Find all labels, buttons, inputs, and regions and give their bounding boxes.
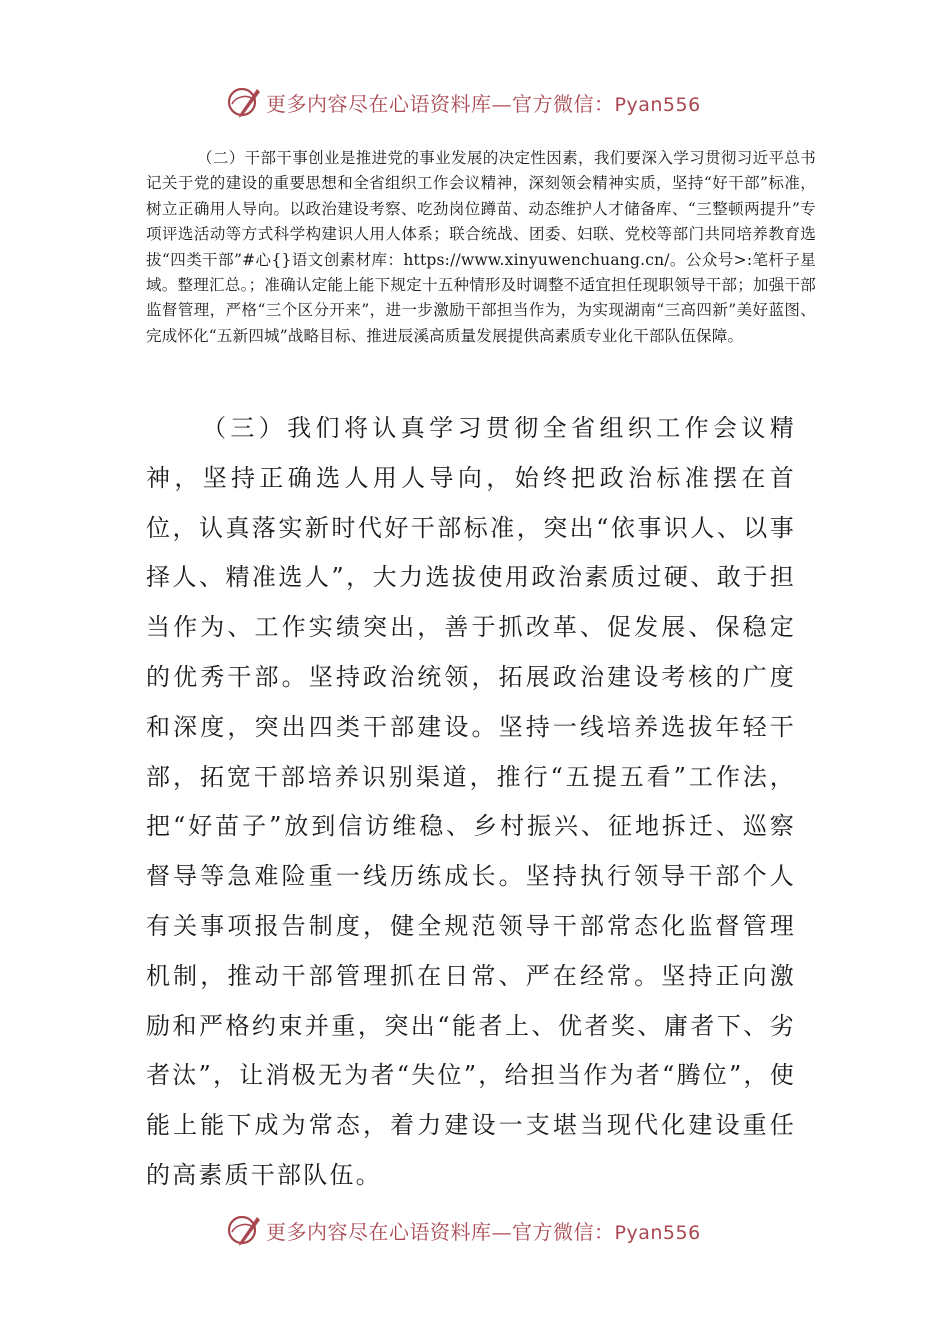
pen-logo-icon	[226, 1212, 262, 1248]
header-wechat-id: Pyan556	[614, 93, 701, 116]
section-three-paragraph: （三）我们将认真学习贯彻全省组织工作会议精神，坚持正确选人用人导向，始终把政治标准摆在首位，认真落实新时代好干部标准，突出“依事识人、以事择人、精准选人”，大力选拔使用政治素质过硬、敢于担当作为、工作实绩突出，善于抓改革、促发展、保稳定的优秀干部。坚持政治统领，拓展政治建设考核的广度和深度，突出四类干部建设。坚持一线培养选拔年轻干部，拓宽干部培养识别渠道，推行“五提五看”工作法，把“好苗子”放到信访维稳、乡村振兴、征地拆迁、巡察督导等急难险重一线历练成长。坚持执行领导干部个人有关事项报告制度，健全规范领导干部常态化监督管理机制，推动干部管理抓在日常、严在经常。坚持正向激励和严格约束并重，突出“能者上、优者奖、庸者下、劣者汰”，让消极无为者“失位”，给担当作为者“腾位”，使能上能下成为常态，着力建设一支堪当现代化建设重任的高素质干部队伍。	[146, 414, 796, 1189]
footer-wechat-id: Pyan556	[614, 1221, 701, 1244]
header-banner	[226, 82, 746, 122]
footer-banner-text: 更多内容尽在心语资料库—官方微信：Pyan556	[266, 1219, 701, 1244]
section-two-paragraph: （二）干部干事创业是推进党的事业发展的决定性因素，我们要深入学习贯彻习近平总书记关于党的建设的重要思想和全省组织工作会议精神，深刻领会精神实质，坚持“好干部”标准，树立正确用人导向。以政治建设考察、吃劲岗位蹲苗、动态维护人才储备库、“三整顿两提升”专项评选活动等方式科学构建识人用人体系；联合统战、团委、妇联、党校等部门共同培养教育选拔“四类干部”#心{}语文创素材库：https://www.xinyuwenchuang.cn/。公众号>:笔杆子星域。整理汇总。；准确认定能上能下规定十五种情形及时调整不适宜担任现职领导干部；加强干部监督管理，严格“三个区分开来”，进一步激励干部担当作为，为实现湖南“三高四新”美好蓝图、完成怀化“五新四城”战略目标、推进辰溪高质量发展提供高素质专业化干部队伍保障。	[146, 149, 816, 345]
pen-logo-icon	[226, 84, 262, 120]
header-banner-text: 更多内容尽在心语资料库—官方微信：Pyan556	[266, 91, 701, 116]
footer-banner	[226, 1210, 746, 1250]
